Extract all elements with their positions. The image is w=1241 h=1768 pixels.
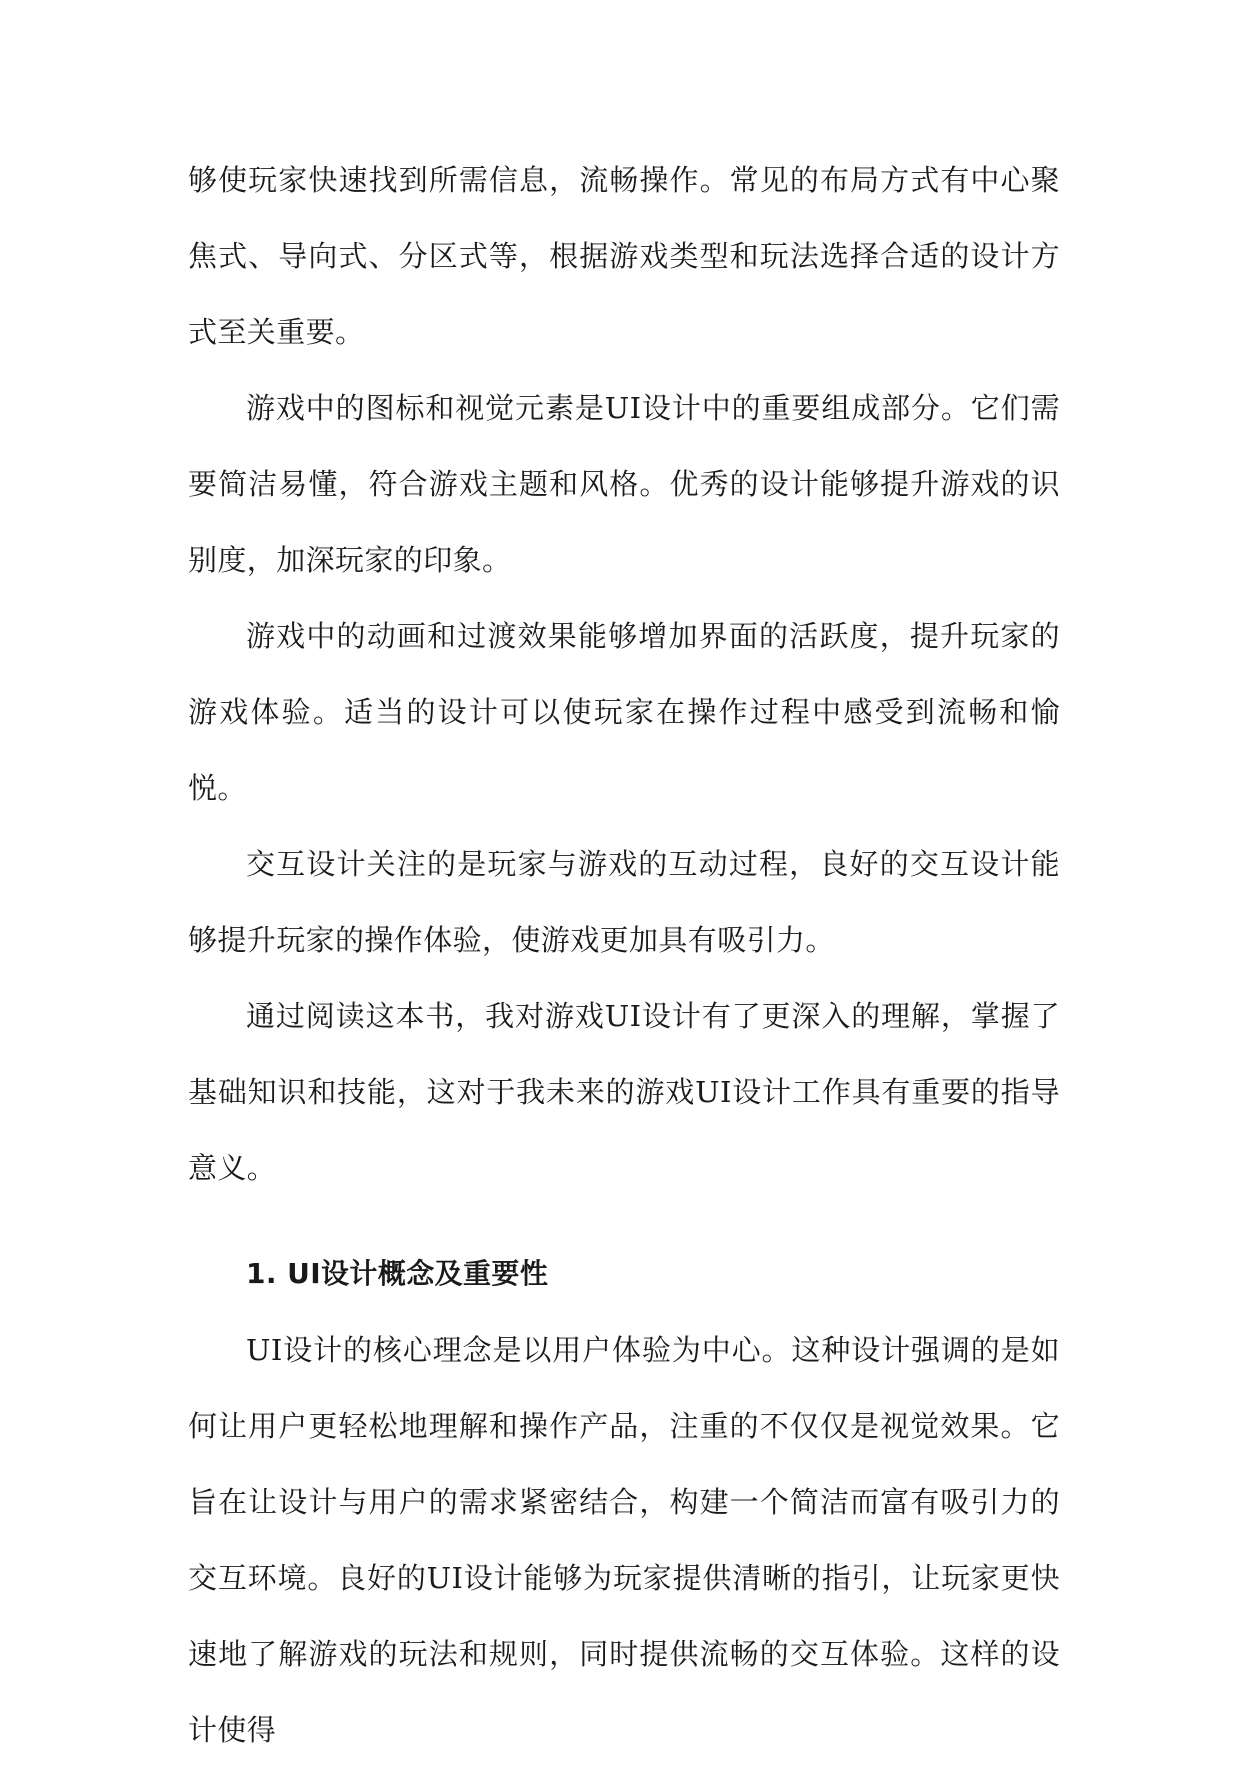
paragraph-continued: 够使玩家快速找到所需信息，流畅操作。常见的布局方式有中心聚焦式、导向式、分区式等，根据游戏类型和玩法选择合适的设计方式至关重要。 (188, 163, 1060, 349)
paragraph-interaction-design: 交互设计关注的是玩家与游戏的互动过程，良好的交互设计能够提升玩家的操作体验，使游戏更加具有吸引力。 (188, 847, 1060, 957)
paragraph-reading-summary: 通过阅读这本书，我对游戏UI设计有了更深入的理解，掌握了基础知识和技能，这对于我未来的游戏UI设计工作具有重要的指导意义。 (188, 999, 1060, 1185)
section-heading: 1. UI设计概念及重要性 (246, 1257, 549, 1290)
paragraph-icons-visual-elements: 游戏中的图标和视觉元素是UI设计中的重要组成部分。它们需要简洁易懂，符合游戏主题和风格。优秀的设计能够提升游戏的识别度，加深玩家的印象。 (188, 391, 1060, 577)
paragraph-ui-concept: UI设计的核心理念是以用户体验为中心。这种设计强调的是如何让用户更轻松地理解和操作产品，注重的不仅仅是视觉效果。它旨在让设计与用户的需求紧密结合，构建一个简洁而富有吸引力的交互环境。良好的UI设计能够为玩家提供清晰的指引，让玩家更快速地了解游戏的玩法和规则，同时提供流畅的交互体验。这样的设计使得 (188, 1333, 1060, 1747)
body-text (188, 142, 1060, 1768)
paragraph-animation-transitions: 游戏中的动画和过渡效果能够增加界面的活跃度，提升玩家的游戏体验。适当的设计可以使玩家在操作过程中感受到流畅和愉悦。 (188, 619, 1060, 805)
